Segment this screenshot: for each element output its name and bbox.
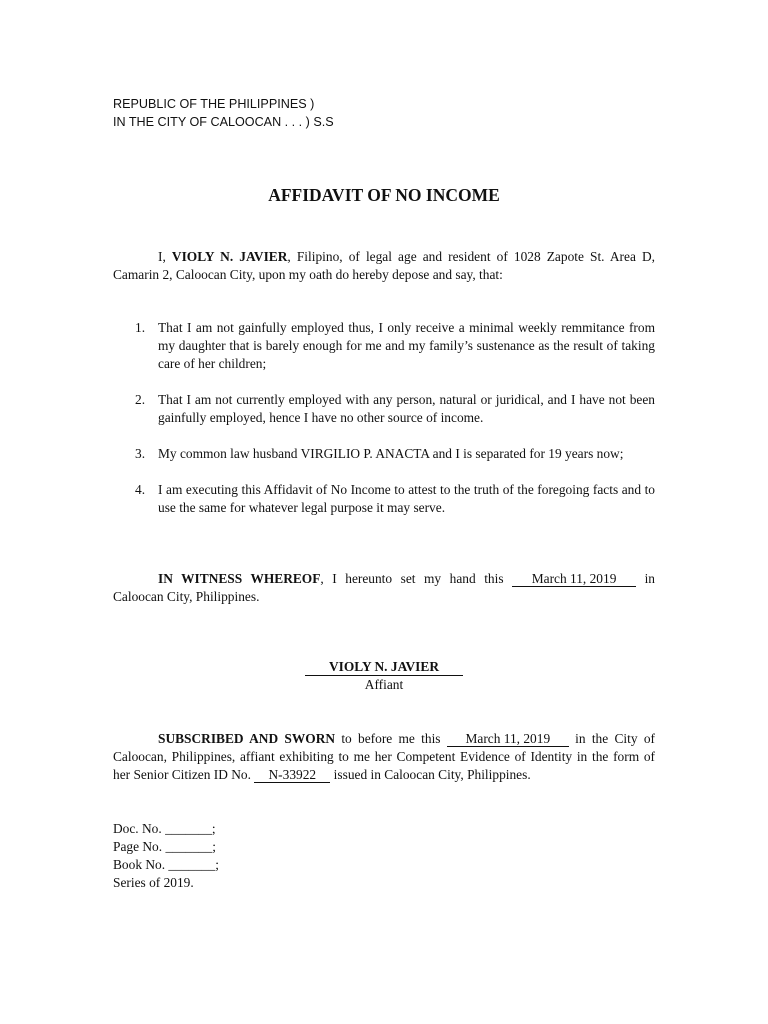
witness-paragraph xyxy=(113,570,655,606)
statement-list xyxy=(113,319,655,535)
venue-line-republic: REPUBLIC OF THE PHILIPPINES ) xyxy=(113,97,315,111)
statement-item xyxy=(113,445,655,463)
intro-prefix: I, xyxy=(158,249,172,264)
witness-end: in Caloocan City, Philippines. xyxy=(113,571,655,604)
jurat-paragraph xyxy=(113,730,655,784)
intro-text: , Filipino, of legal age and resident of 1028 Zapote St. Area D, Camarin 2, Caloocan City, upon my oath do hereby depose and say, that: xyxy=(113,249,656,282)
series-line: Series of 2019. xyxy=(113,875,194,890)
witness-text: , I hereunto set my hand this xyxy=(320,571,513,586)
notarial-register xyxy=(113,820,219,892)
jurat-date: March 11, 2019 xyxy=(447,731,569,747)
statement-text: That I am not currently employed with any person, natural or juridical, and I have not been gainfully employed, hence I have no other source of income. xyxy=(158,392,655,425)
jurat-text-3: issued in Caloocan City, Philippines. xyxy=(330,767,531,782)
jurat-lead: SUBSCRIBED AND SWORN xyxy=(158,731,336,746)
statement-number: 3. xyxy=(135,446,146,461)
doc-number-line: Doc. No. _______; xyxy=(113,821,216,836)
venue-header xyxy=(113,95,334,131)
document-title: AFFIDAVIT OF NO INCOME xyxy=(268,185,500,205)
witness-date: March 11, 2019 xyxy=(512,571,636,587)
book-number-line: Book No. _______; xyxy=(113,857,220,872)
venue-line-city: IN THE CITY OF CALOOCAN . . . ) S.S xyxy=(113,115,334,129)
statement-number: 2. xyxy=(135,392,146,407)
intro-paragraph xyxy=(113,248,655,284)
statement-item xyxy=(113,391,655,427)
statement-text: My common law husband VIRGILIO P. ANACTA and I is separated for 19 years now; xyxy=(158,446,624,461)
jurat-text-2: in the City of Caloocan, Philippines, affiant exhibiting to me her Competent Evidence of Identity in the form of her Senior Citizen ID No. xyxy=(113,731,655,782)
jurat-text-1: to before me this xyxy=(335,731,447,746)
statement-text: I am executing this Affidavit of No Income to attest to the truth of the foregoing facts and to use the same for whatever legal purpose it may serve. xyxy=(158,482,655,515)
statement-item xyxy=(113,481,655,517)
affiant-name-inline: VIOLY N. JAVIER xyxy=(171,249,288,264)
witness-lead: IN WITNESS WHEREOF xyxy=(158,571,321,586)
senior-citizen-id-number: N-33922 xyxy=(254,767,330,783)
signature-block xyxy=(305,658,463,694)
affiant-signature-name: VIOLY N. JAVIER xyxy=(305,658,463,676)
statement-text: That I am not gainfully employed thus, I only receive a minimal weekly remmitance from my daughter that is barely enough for me and my family’s sustenance as the result of taking care of her children; xyxy=(158,320,655,371)
statement-number: 4. xyxy=(135,482,146,497)
statement-number: 1. xyxy=(135,320,146,335)
statement-item xyxy=(113,319,655,373)
page-number-line: Page No. _______; xyxy=(113,839,217,854)
affiant-label: Affiant xyxy=(364,677,404,692)
